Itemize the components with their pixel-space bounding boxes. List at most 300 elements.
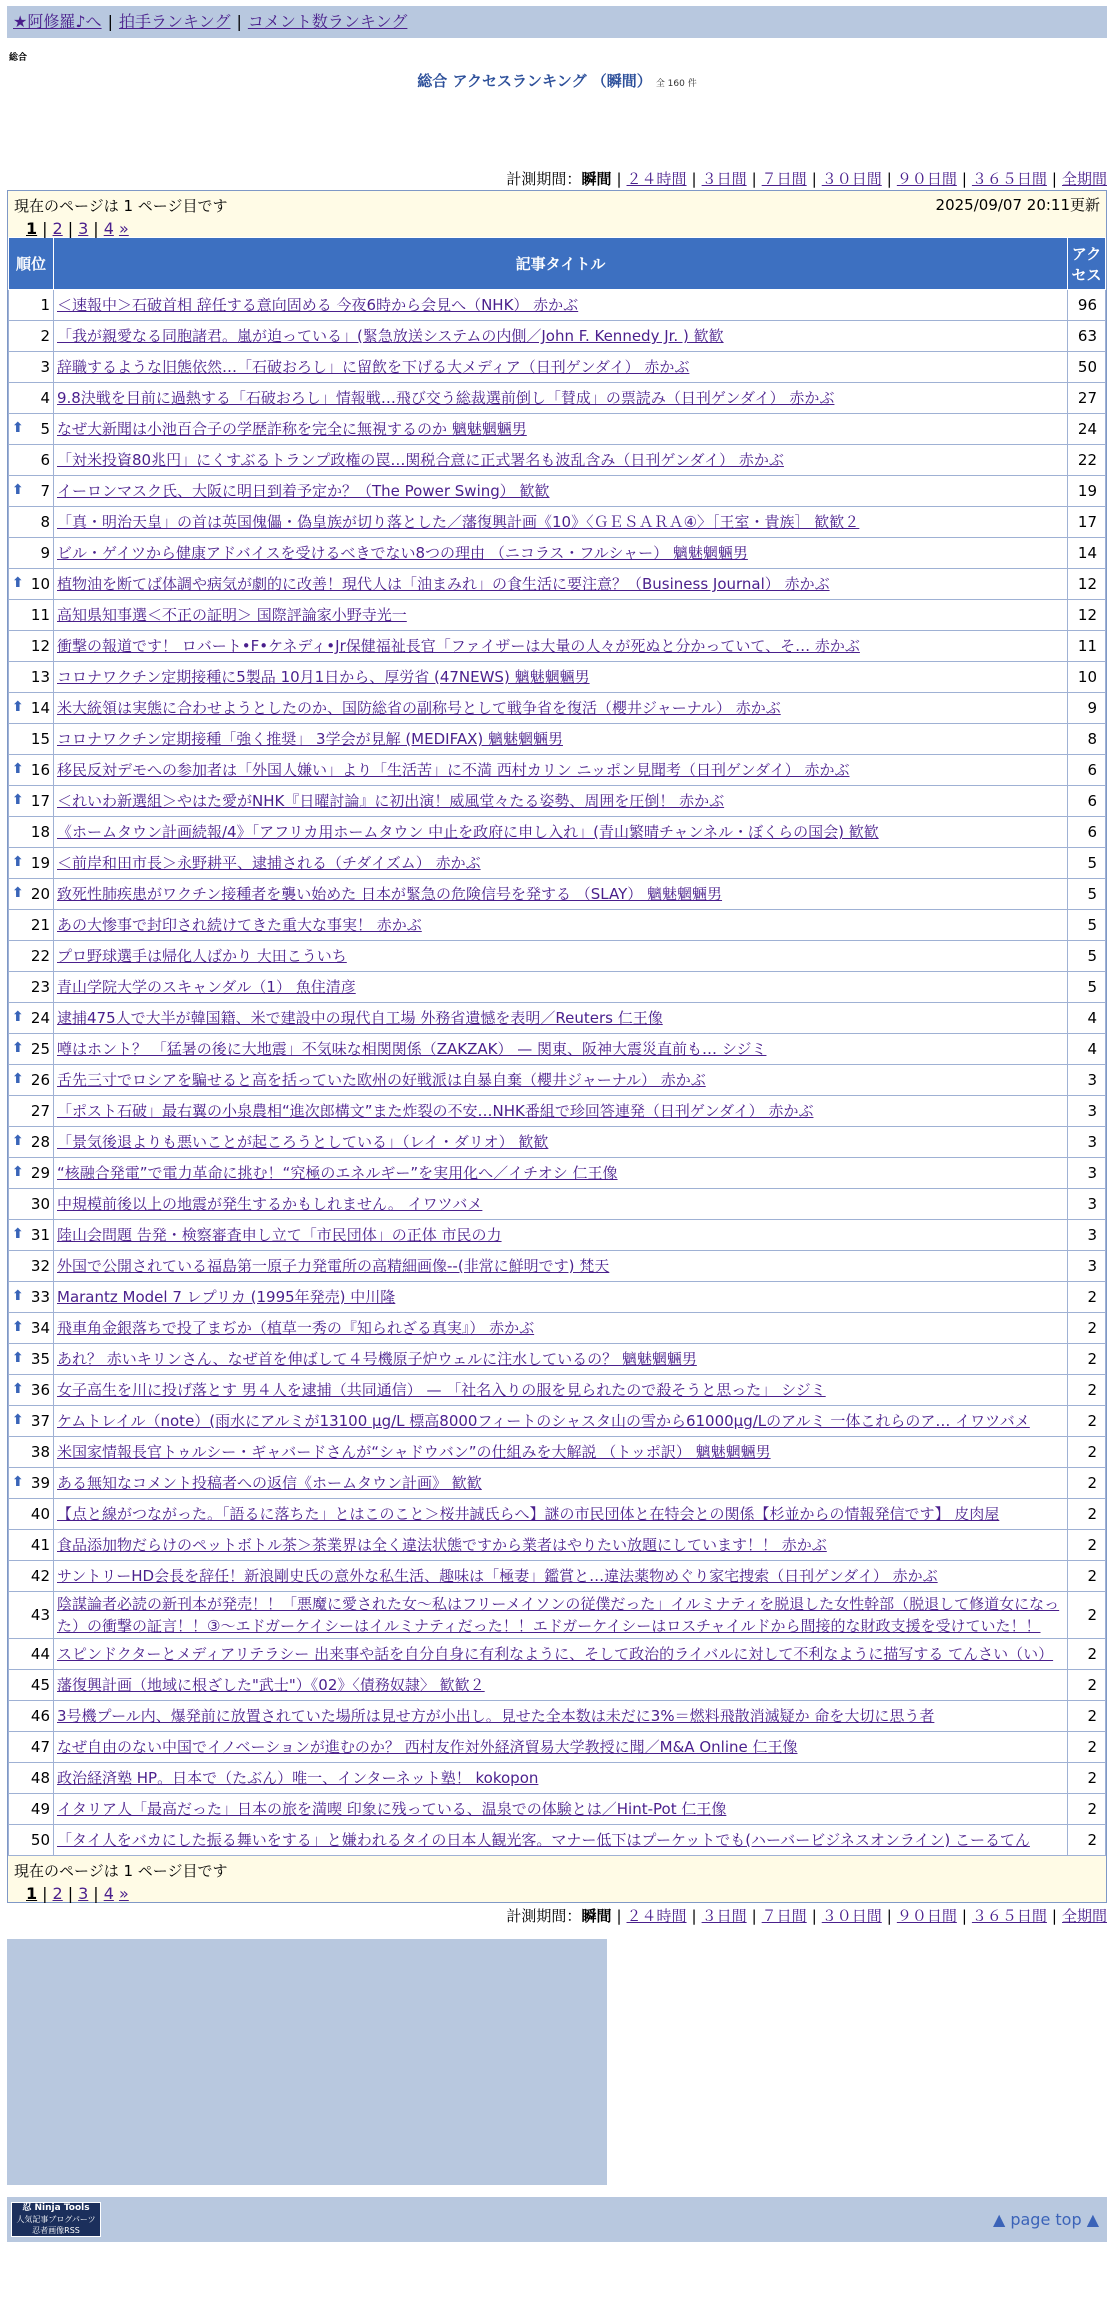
access-count: 2 <box>1068 1437 1106 1468</box>
period-link[interactable]: ９０日間 <box>896 170 957 188</box>
period-link[interactable]: ３０日間 <box>821 170 882 188</box>
table-row <box>9 1763 1106 1794</box>
rank-number: 4 <box>40 389 50 407</box>
table-row <box>9 445 1106 476</box>
rank-number: 33 <box>30 1288 50 1306</box>
article-link[interactable]: 米国家情報長官トゥルシー・ギャバードさんが“シャドウバン”の仕組みを大解説 （トッポ訳） 魑魅魍魎男 <box>57 1443 771 1461</box>
period-separator: | <box>751 170 757 188</box>
rank-number: 25 <box>30 1040 50 1058</box>
article-link[interactable]: 高知県知事選＜不正の証明＞ 国際評論家小野寺光一 <box>57 606 407 624</box>
access-count: 2 <box>1068 1561 1106 1592</box>
rank-number: 1 <box>40 296 50 314</box>
title-cell <box>54 1794 1068 1825</box>
rank-number: 16 <box>30 761 50 779</box>
access-count: 3 <box>1068 1189 1106 1220</box>
article-link[interactable]: 藩復興計画（地域に根ざした"武士"）《02》〈債務奴隷〉 歓歓２ <box>57 1676 485 1694</box>
rank-cell <box>9 1003 54 1034</box>
ranking-table <box>8 237 1106 1856</box>
period-separator: | <box>961 170 967 188</box>
next-page-link[interactable]: » <box>118 219 129 238</box>
access-count: 2 <box>1068 1639 1106 1670</box>
rank-number: 47 <box>30 1738 50 1756</box>
page-link[interactable]: 2 <box>52 1884 63 1903</box>
period-separator: | <box>961 1907 967 1925</box>
page-wrapper <box>7 6 1107 2242</box>
access-count: 2 <box>1068 1530 1106 1561</box>
table-row <box>9 1034 1106 1065</box>
table-row <box>9 879 1106 910</box>
ad-banner-placeholder <box>7 1939 607 2185</box>
access-count: 6 <box>1068 817 1106 848</box>
access-count: 10 <box>1068 662 1106 693</box>
access-count: 17 <box>1068 507 1106 538</box>
period-link[interactable]: ３６５日間 <box>971 170 1047 188</box>
up-arrow-icon: ⬆ <box>12 1319 24 1335</box>
nav-clap-ranking-link[interactable]: 拍手ランキング <box>118 12 231 31</box>
rank-cell <box>9 1065 54 1096</box>
title-cell <box>54 507 1068 538</box>
article-link[interactable]: ある無知なコメント投稿者への返信《ホームタウン計画》 歓歓 <box>57 1474 482 1492</box>
period-link[interactable]: ７日間 <box>761 170 807 188</box>
page-title-text: 総合 アクセスランキング （瞬間） <box>417 72 652 90</box>
table-row <box>9 941 1106 972</box>
article-link[interactable]: コロナワクチン定期接種「強く推奨」 3学会が見解 (MEDIFAX) 魑魅魍魎男 <box>57 730 563 748</box>
rank-cell <box>9 1344 54 1375</box>
title-cell <box>54 1561 1068 1592</box>
period-separator: | <box>1051 170 1057 188</box>
article-link[interactable]: ＜前岸和田市長＞永野耕平、逮捕される（チダイズム） 赤かぶ <box>57 854 481 872</box>
page-link[interactable]: 4 <box>103 1884 114 1903</box>
article-link[interactable]: 「対米投資80兆円」にくすぶるトランプ政権の罠…関税合意に正式署名も波乱含み（日刊ゲンダイ） 赤かぶ <box>57 451 784 469</box>
title-cell <box>54 817 1068 848</box>
rank-number: 20 <box>30 885 50 903</box>
rank-cell <box>9 786 54 817</box>
table-row <box>9 538 1106 569</box>
title-cell <box>54 1344 1068 1375</box>
article-link[interactable]: 植物油を断てば体調や病気が劇的に改善！現代人は「油まみれ」の食生活に要注意？（Business Journal） 赤かぶ <box>57 575 830 593</box>
rank-cell <box>9 631 54 662</box>
rank-cell <box>9 476 54 507</box>
article-link[interactable]: 逮捕475人で大半が韓国籍、米で建設中の現代自工場 外務省遺憾を表明／Reuters 仁王像 <box>57 1009 663 1027</box>
rank-cell <box>9 1313 54 1344</box>
period-separator: | <box>616 170 622 188</box>
rank-number: 49 <box>30 1800 50 1818</box>
title-cell <box>54 910 1068 941</box>
table-row <box>9 414 1106 445</box>
article-link[interactable]: 3号機プール内、爆発前に放置されていた場所は見せ方が小出し。見せた全本数は未だに3%＝燃料飛散消滅疑か 命を大切に思う者 <box>57 1707 935 1725</box>
table-row <box>9 1003 1106 1034</box>
period-link[interactable]: ２４時間 <box>626 1907 687 1925</box>
period-link[interactable]: 全期間 <box>1061 1907 1107 1925</box>
article-link[interactable]: ケムトレイル（note）(雨水にアルミが13100 μg/L 標高8000フィートのシャスタ山の雪から61000μg/Lのアルミ 一体これらのア… イワツバメ <box>57 1412 1030 1430</box>
title-cell <box>54 631 1068 662</box>
access-count: 12 <box>1068 569 1106 600</box>
table-row <box>9 507 1106 538</box>
access-count: 2 <box>1068 1344 1106 1375</box>
rank-number: 22 <box>30 947 50 965</box>
article-link[interactable]: 辞職するような旧態依然…「石破おろし」に留飲を下げる大メディア（日刊ゲンダイ） 赤かぶ <box>57 358 690 376</box>
page-separator: | <box>93 219 99 238</box>
rank-number: 17 <box>30 792 50 810</box>
period-separator: | <box>811 1907 817 1925</box>
article-link[interactable]: 政治経済塾 HP。日本で（たぶん）唯一、インターネット塾！ kokopon <box>57 1769 539 1787</box>
access-count: 2 <box>1068 1406 1106 1437</box>
up-arrow-icon: ⬆ <box>12 1474 24 1490</box>
access-count: 2 <box>1068 1313 1106 1344</box>
period-link[interactable]: ９０日間 <box>896 1907 957 1925</box>
next-page-link[interactable]: » <box>118 1884 129 1903</box>
rank-number: 5 <box>40 420 50 438</box>
article-link[interactable]: “核融合発電”で電力革命に挑む！“究極のエネルギー”を実用化へ／イチオシ 仁王像 <box>57 1164 618 1182</box>
article-link[interactable]: 「ポスト石破」最右翼の小泉農相“進次郎構文”また炸裂の不安…NHK番組で珍回答連発（日刊ゲンダイ） 赤かぶ <box>57 1102 814 1120</box>
title-cell <box>54 1313 1068 1344</box>
table-row <box>9 1251 1106 1282</box>
rank-number: 18 <box>30 823 50 841</box>
pagination-bottom <box>8 1856 1106 1902</box>
period-link[interactable]: ３６５日間 <box>971 1907 1047 1925</box>
rank-cell <box>9 414 54 445</box>
rank-cell <box>9 1220 54 1251</box>
rank-number: 40 <box>30 1505 50 1523</box>
article-link[interactable]: なぜ自由のない中国でイノベーションが進むのか？ 西村友作対外経済貿易大学教授に聞／M&A Online 仁王像 <box>57 1738 798 1756</box>
rank-cell <box>9 569 54 600</box>
table-row <box>9 1530 1106 1561</box>
article-link[interactable]: あれ？ 赤いキリンさん、なぜ首を伸ばして４号機原子炉ウェルに注水しているの？ 魑魅魍魎男 <box>57 1350 697 1368</box>
table-row <box>9 1732 1106 1763</box>
table-row <box>9 1701 1106 1732</box>
up-arrow-icon: ⬆ <box>12 1350 24 1366</box>
rank-cell <box>9 1670 54 1701</box>
table-row <box>9 1670 1106 1701</box>
up-arrow-icon: ⬆ <box>12 1288 24 1304</box>
nav-comment-ranking-link[interactable]: コメント数ランキング <box>247 12 408 31</box>
rank-number: 46 <box>30 1707 50 1725</box>
rank-cell <box>9 321 54 352</box>
up-arrow-icon: ⬆ <box>12 885 24 901</box>
rank-cell <box>9 1639 54 1670</box>
rank-cell <box>9 724 54 755</box>
page-link[interactable]: 4 <box>103 219 114 238</box>
table-row <box>9 972 1106 1003</box>
title-cell <box>54 1096 1068 1127</box>
access-count: 5 <box>1068 910 1106 941</box>
title-cell <box>54 972 1068 1003</box>
access-count: 3 <box>1068 1158 1106 1189</box>
access-count: 3 <box>1068 1096 1106 1127</box>
up-arrow-icon: ⬆ <box>12 1133 24 1149</box>
period-separator: | <box>886 1907 892 1925</box>
up-arrow-icon: ⬆ <box>12 1226 24 1242</box>
title-cell <box>54 786 1068 817</box>
logo-line-3: 忍者画像RSS <box>32 2226 80 2235</box>
total-count: 全 160 件 <box>655 79 697 89</box>
rank-number: 11 <box>30 606 50 624</box>
rank-number: 34 <box>30 1319 50 1337</box>
table-row <box>9 848 1106 879</box>
table-row <box>9 321 1106 352</box>
rank-number: 28 <box>30 1133 50 1151</box>
current-page-text: 現在のページは 1 ページ目です <box>14 197 228 215</box>
rank-number: 7 <box>40 482 50 500</box>
title-cell <box>54 1406 1068 1437</box>
article-link[interactable]: 中規模前後以上の地震が発生するかもしれません。 イワツバメ <box>57 1195 483 1213</box>
article-link[interactable]: 外国で公開されている福島第一原子力発電所の高精細画像--(非常に鮮明です) 梵天 <box>57 1257 610 1275</box>
top-nav <box>7 6 1107 38</box>
rank-number: 42 <box>30 1567 50 1585</box>
rank-number: 38 <box>30 1443 50 1461</box>
table-row <box>9 1282 1106 1313</box>
rank-cell <box>9 1732 54 1763</box>
rank-number: 21 <box>30 916 50 934</box>
article-link[interactable]: 致死性肺疾患がワクチン接種者を襲い始めた 日本が緊急の危険信号を発する （SLAY） 魑魅魍魎男 <box>57 885 723 903</box>
article-link[interactable]: ビル・ゲイツから健康アドバイスを受けるべきでない8つの理由 （ニコラス・フルシャー） 魑魅魍魎男 <box>57 544 748 562</box>
access-count: 2 <box>1068 1670 1106 1701</box>
rank-number: 41 <box>30 1536 50 1554</box>
access-count: 5 <box>1068 879 1106 910</box>
title-cell <box>54 476 1068 507</box>
nav-separator: | <box>236 12 242 31</box>
footer <box>7 2197 1107 2242</box>
rank-cell <box>9 1375 54 1406</box>
rank-number: 3 <box>40 358 50 376</box>
period-separator: | <box>616 1907 622 1925</box>
title-cell <box>54 662 1068 693</box>
rank-number: 27 <box>30 1102 50 1120</box>
article-link[interactable]: 女子高生を川に投げ落とす 男４人を逮捕（共同通信） — 「社名入りの服を見られたので殺そうと思った」 シジミ <box>57 1381 826 1399</box>
title-cell <box>54 1499 1068 1530</box>
article-link[interactable]: 「真・明治天皇」の首は英国傀儡・偽皇族が切り落とした／藩復興計画《10》〈ＧＥＳＡＲＡ④〉［王室・貴族］ 歓歓２ <box>57 513 860 531</box>
rank-cell <box>9 352 54 383</box>
title-cell <box>54 383 1068 414</box>
article-link[interactable]: 【点と線がつながった。「語るに落ちた」とはこのこと＞桜井誠氏らへ】謎の市民団体と在特会との関係【杉並からの情報発信です】 皮肉屋 <box>57 1505 1000 1523</box>
article-link[interactable]: 衝撃の報道です！ ロバート•F•ケネディ•Jr保健福祉長官「ファイザーは大量の人々が死ぬと分かっていて、そ… 赤かぶ <box>57 637 860 655</box>
rank-number: 50 <box>30 1831 50 1849</box>
article-link[interactable]: 青山学院大学のスキャンダル（1） 魚住清彦 <box>57 978 356 996</box>
article-link[interactable]: 食品添加物だらけのペットボトル茶＞茶業界は全く違法状態ですから業者はやりたい放題にしています！！ 赤かぶ <box>57 1536 827 1554</box>
nav-separator: | <box>107 12 113 31</box>
rank-cell <box>9 507 54 538</box>
table-row <box>9 1561 1106 1592</box>
page-separator: | <box>93 1884 99 1903</box>
rank-cell <box>9 445 54 476</box>
table-row <box>9 1825 1106 1856</box>
period-link[interactable]: ３日間 <box>701 1907 747 1925</box>
title-cell <box>54 1158 1068 1189</box>
rank-cell <box>9 941 54 972</box>
access-count: 50 <box>1068 352 1106 383</box>
article-link[interactable]: 「我が親愛なる同胞諸君。嵐が迫っている」(緊急放送システムの内側／John F. Kennedy Jr. ) 歓歓 <box>57 327 724 345</box>
article-link[interactable]: イタリア人「最高だった」日本の旅を満喫 印象に残っている、温泉での体験とは／Hint-Pot 仁王像 <box>57 1800 727 1818</box>
period-link[interactable]: ７日間 <box>761 1907 807 1925</box>
article-link[interactable]: スピンドクターとメディアリテラシー 出来事や話を自分自身に有利なように、そして政治的ライバルに対して不利なように描写する てんさい（い） <box>57 1645 1054 1663</box>
page-top-link[interactable]: ▲ page top ▲ <box>992 2210 1099 2229</box>
period-separator: | <box>886 170 892 188</box>
title-cell <box>54 569 1068 600</box>
table-row <box>9 1794 1106 1825</box>
table-row <box>9 1096 1106 1127</box>
article-link[interactable]: 飛車角金銀落ちで投了まぢか（植草一秀の『知られざる真実』） 赤かぶ <box>57 1319 535 1337</box>
up-arrow-icon: ⬆ <box>12 482 24 498</box>
access-count: 22 <box>1068 445 1106 476</box>
period-link[interactable]: 全期間 <box>1061 170 1107 188</box>
access-count: 2 <box>1068 1499 1106 1530</box>
rank-number: 31 <box>30 1226 50 1244</box>
title-cell <box>54 1282 1068 1313</box>
period-selector-bottom <box>7 1905 1107 1927</box>
title-cell <box>54 414 1068 445</box>
table-row <box>9 1592 1106 1639</box>
table-row <box>9 1127 1106 1158</box>
article-link[interactable]: 「景気後退よりも悪いことが起ころうとしている」（レイ・ダリオ） 歓歓 <box>57 1133 549 1151</box>
period-separator: | <box>691 1907 697 1925</box>
rank-cell <box>9 755 54 786</box>
article-link[interactable]: コロナワクチン定期接種に5製品 10月1日から、厚労省 (47NEWS) 魑魅魍魎男 <box>57 668 590 686</box>
column-title: 記事タイトル <box>54 238 1068 290</box>
table-row <box>9 290 1106 321</box>
rank-cell <box>9 972 54 1003</box>
title-cell <box>54 1701 1068 1732</box>
rank-cell <box>9 1794 54 1825</box>
title-cell <box>54 1825 1068 1856</box>
title-cell <box>54 352 1068 383</box>
period-link[interactable]: ３日間 <box>701 170 747 188</box>
rank-cell <box>9 1158 54 1189</box>
rank-number: 14 <box>30 699 50 717</box>
rank-cell <box>9 383 54 414</box>
article-link[interactable]: サントリーHD会長を辞任！新浪剛史氏の意外な私生活、趣味は「極妻」鑑賞と…違法薬物めぐり家宅捜索（日刊ゲンダイ） 赤かぶ <box>57 1567 938 1585</box>
article-link[interactable]: 噂はホント？ 「猛暑の後に大地震」不気味な相関関係（ZAKZAK） — 関東、阪神大震災直前も… シジミ <box>57 1040 767 1058</box>
rank-number: 45 <box>30 1676 50 1694</box>
article-link[interactable]: 舌先三寸でロシアを騙せると高を括っていた欧州の好戦派は自暴自棄（櫻井ジャーナル） 赤かぶ <box>57 1071 706 1089</box>
article-link[interactable]: 《ホームタウン計画続報/4》「アフリカ用ホームタウン 中止を政府に申し入れ」(青山繁晴チャンネル・ぼくらの国会) 歓歓 <box>57 823 879 841</box>
access-count: 2 <box>1068 1732 1106 1763</box>
period-link[interactable]: ２４時間 <box>626 170 687 188</box>
article-link[interactable]: 陸山会問題 告発・検察審査申し立て「市民団体」の正体 市民の力 <box>57 1226 502 1244</box>
access-count: 8 <box>1068 724 1106 755</box>
table-row <box>9 1313 1106 1344</box>
rank-cell <box>9 1701 54 1732</box>
article-link[interactable]: プロ野球選手は帰化人ばかり 大田こういち <box>57 947 347 965</box>
rank-number: 48 <box>30 1769 50 1787</box>
rank-cell <box>9 1034 54 1065</box>
access-count: 2 <box>1068 1282 1106 1313</box>
rank-number: 43 <box>30 1606 50 1624</box>
article-link[interactable]: 9.8決戦を目前に過熱する「石破おろし」情報戦…飛び交う総裁選前倒し「賛成」の票読み（日刊ゲンダイ） 赤かぶ <box>57 389 835 407</box>
up-arrow-icon: ⬆ <box>12 1040 24 1056</box>
table-row <box>9 476 1106 507</box>
up-arrow-icon: ⬆ <box>12 761 24 777</box>
access-count: 24 <box>1068 414 1106 445</box>
up-arrow-icon: ⬆ <box>12 699 24 715</box>
title-cell <box>54 538 1068 569</box>
rank-cell <box>9 848 54 879</box>
article-link[interactable]: イーロンマスク氏、大阪に明日到着予定か？（The Power Swing） 歓歓 <box>57 482 550 500</box>
nav-home-link[interactable]: ★阿修羅♪へ <box>13 12 102 31</box>
article-link[interactable]: Marantz Model 7 レプリカ (1995年発売) 中川隆 <box>57 1288 396 1306</box>
title-cell <box>54 1763 1068 1794</box>
rank-number: 13 <box>30 668 50 686</box>
logo-line-2: 人気記事ブログパーツ <box>16 2215 96 2224</box>
table-row <box>9 352 1106 383</box>
rank-cell <box>9 1468 54 1499</box>
table-row <box>9 600 1106 631</box>
up-arrow-icon: ⬆ <box>12 1071 24 1087</box>
page-link[interactable]: 3 <box>78 1884 89 1903</box>
table-row <box>9 786 1106 817</box>
page-separator: | <box>67 1884 74 1903</box>
access-count: 19 <box>1068 476 1106 507</box>
access-count: 27 <box>1068 383 1106 414</box>
ninja-tools-logo[interactable] <box>11 2202 101 2237</box>
article-link[interactable]: 移民反対デモへの参加者は「外国人嫌い」より「生活苦」に不満 西村カリン ニッポン見聞考（日刊ゲンダイ） 赤かぶ <box>57 761 850 779</box>
access-count: 2 <box>1068 1763 1106 1794</box>
current-page-text: 現在のページは 1 ページ目です <box>14 1862 228 1880</box>
title-cell <box>54 1127 1068 1158</box>
page-separator: | <box>42 1884 48 1903</box>
title-cell <box>54 693 1068 724</box>
page-link[interactable]: 2 <box>52 219 63 238</box>
period-current: 瞬間 <box>581 170 612 188</box>
article-link[interactable]: ＜れいわ新選組＞やはた愛がNHK『日曜討論』に初出演！威風堂々たる姿勢、周囲を圧倒！ 赤かぶ <box>57 792 725 810</box>
article-link[interactable]: なぜ大新聞は小池百合子の学歴詐称を完全に無視するのか 魑魅魍魎男 <box>57 420 527 438</box>
rank-number: 6 <box>40 451 50 469</box>
rank-number: 30 <box>30 1195 50 1213</box>
rank-cell <box>9 817 54 848</box>
title-cell <box>54 1189 1068 1220</box>
period-separator: | <box>1051 1907 1057 1925</box>
title-cell <box>54 290 1068 321</box>
access-count: 5 <box>1068 972 1106 1003</box>
logo-line-1: 忍 Ninja Tools <box>22 2203 90 2213</box>
article-link[interactable]: 米大統領は実態に合わせようとしたのか、国防総省の副称号として戦争省を復活（櫻井ジャーナル） 赤かぶ <box>57 699 781 717</box>
title-cell <box>54 445 1068 476</box>
article-link[interactable]: 陰謀論者必読の新刊本が発売！！「悪魔に愛された女〜私はフリーメイソンの従僕だった」イルミナティを脱退した女性幹部（脱退して修道女になった）の衝撃の証言！！③〜エドガーケイシーはイルミナティだった！！エドガーケイシーはロスチャイルドから間接的な財政支援を受けていた！！ <box>57 1595 1060 1635</box>
table-header-row <box>9 238 1106 290</box>
page-title <box>7 70 1107 91</box>
table-row <box>9 1437 1106 1468</box>
rank-cell <box>9 1825 54 1856</box>
page-separator: | <box>42 219 48 238</box>
title-cell <box>54 1670 1068 1701</box>
title-cell <box>54 1437 1068 1468</box>
access-count: 2 <box>1068 1592 1106 1639</box>
rank-number: 19 <box>30 854 50 872</box>
rank-cell <box>9 1530 54 1561</box>
title-cell <box>54 1375 1068 1406</box>
title-cell <box>54 941 1068 972</box>
page-separator: | <box>67 219 74 238</box>
title-cell <box>54 755 1068 786</box>
access-count: 3 <box>1068 1065 1106 1096</box>
access-count: 11 <box>1068 631 1106 662</box>
period-separator: | <box>751 1907 757 1925</box>
period-label: 計測期間： <box>506 170 582 188</box>
article-link[interactable]: あの大惨事で封印され続けてきた重大な事実！ 赤かぶ <box>57 916 422 934</box>
column-access: アクセス <box>1068 238 1106 290</box>
rank-number: 36 <box>30 1381 50 1399</box>
title-cell <box>54 1003 1068 1034</box>
rank-cell <box>9 538 54 569</box>
access-count: 9 <box>1068 693 1106 724</box>
rank-number: 44 <box>30 1645 50 1663</box>
access-count: 6 <box>1068 786 1106 817</box>
article-link[interactable]: ＜速報中＞石破首相 辞任する意向固める 今夜6時から会見へ（NHK） 赤かぶ <box>57 296 579 314</box>
title-cell <box>54 321 1068 352</box>
article-link[interactable]: 「タイ人をバカにした振る舞いをする」と嫌われるタイの日本人観光客。マナー低下はプーケットでも(ハーバービジネスオンライン) こーるてん <box>57 1831 1030 1849</box>
page-link[interactable]: 3 <box>78 219 89 238</box>
period-link[interactable]: ３０日間 <box>821 1907 882 1925</box>
rank-cell <box>9 1561 54 1592</box>
